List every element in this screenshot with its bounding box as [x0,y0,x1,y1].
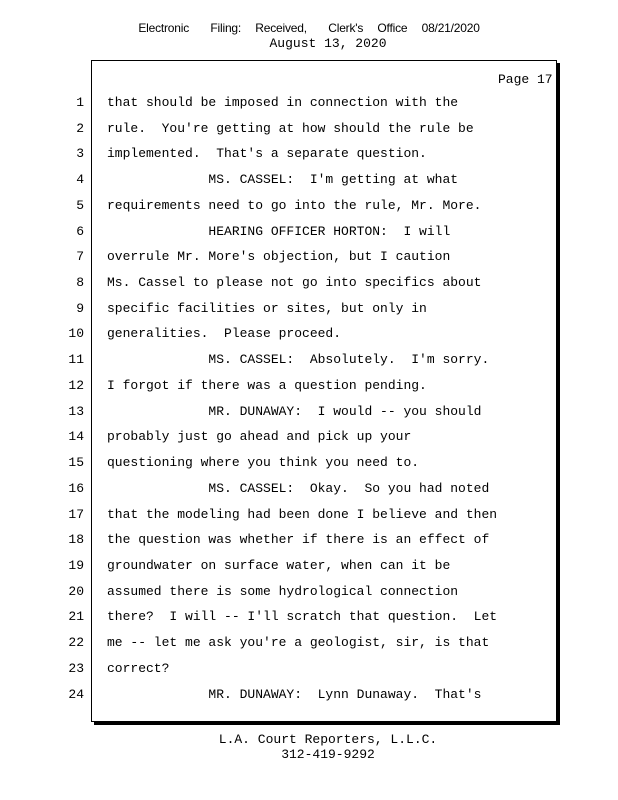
transcript-line: HEARING OFFICER HORTON: I will [107,224,451,239]
transcript-line: requirements need to go into the rule, Mr. More. [107,198,482,213]
transcript-line: correct? [107,661,170,676]
transcript-line: the question was whether if there is an effect of [107,532,490,547]
line-number: 6 [76,224,84,239]
transcript-line: generalities. Please proceed. [107,326,342,341]
line-number: 14 [68,429,84,444]
line-number: 22 [68,635,84,650]
line-number: 2 [76,121,84,136]
transcript-line: that should be imposed in connection with the [107,95,459,110]
transcript-line: questioning where you think you need to. [107,455,420,470]
line-number: 12 [68,378,84,393]
transcript-date: August 13, 2020 [269,36,387,51]
line-number: 21 [68,609,84,624]
transcript-line: assumed there is some hydrological connection [107,584,459,599]
transcript-line: MR. DUNAWAY: I would -- you should [107,404,482,419]
line-number: 5 [76,198,84,213]
transcript-line: MS. CASSEL: I'm getting at what [107,172,459,187]
line-number: 15 [68,455,84,470]
line-number: 19 [68,558,84,573]
transcript-line: MS. CASSEL: Okay. So you had noted [107,481,490,496]
line-number: 16 [68,481,84,496]
line-number: 7 [76,249,84,264]
transcript-line: specific facilities or sites, but only in [107,301,427,316]
line-number: 9 [76,301,84,316]
line-number: 10 [68,326,84,341]
line-number: 24 [68,687,84,702]
transcript-line: groundwater on surface water, when can it be [107,558,451,573]
line-number: 8 [76,275,84,290]
transcript-line: probably just go ahead and pick up your [107,429,412,444]
filing-stamp: Electronic Filing: Received, Clerk's Office 08/21/2020 [138,21,480,35]
transcript-line: MS. CASSEL: Absolutely. I'm sorry. [107,352,490,367]
line-number: 13 [68,404,84,419]
transcript-line: overrule Mr. More's objection, but I caution [107,249,451,264]
transcript-line: I forgot if there was a question pending. [107,378,427,393]
transcript-line: me -- let me ask you're a geologist, sir, is that [107,635,490,650]
transcript-line: Ms. Cassel to please not go into specifics about [107,275,482,290]
transcript-line: MR. DUNAWAY: Lynn Dunaway. That's [107,687,482,702]
footer-phone: 312-419-9292 [281,747,375,762]
line-number: 11 [68,352,84,367]
transcript-line: that the modeling had been done I believe and then [107,507,498,522]
transcript-line: implemented. That's a separate question. [107,146,427,161]
line-number: 18 [68,532,84,547]
line-number: 23 [68,661,84,676]
line-number: 17 [68,507,84,522]
line-number: 3 [76,146,84,161]
line-number: 1 [76,95,84,110]
footer-company: L.A. Court Reporters, L.L.C. [218,732,438,747]
line-number: 20 [68,584,84,599]
page-number: Page 17 [498,72,553,87]
transcript-line: rule. You're getting at how should the rule be [107,121,474,136]
transcript-line: there? I will -- I'll scratch that question. Let [107,609,498,624]
line-number: 4 [76,172,84,187]
